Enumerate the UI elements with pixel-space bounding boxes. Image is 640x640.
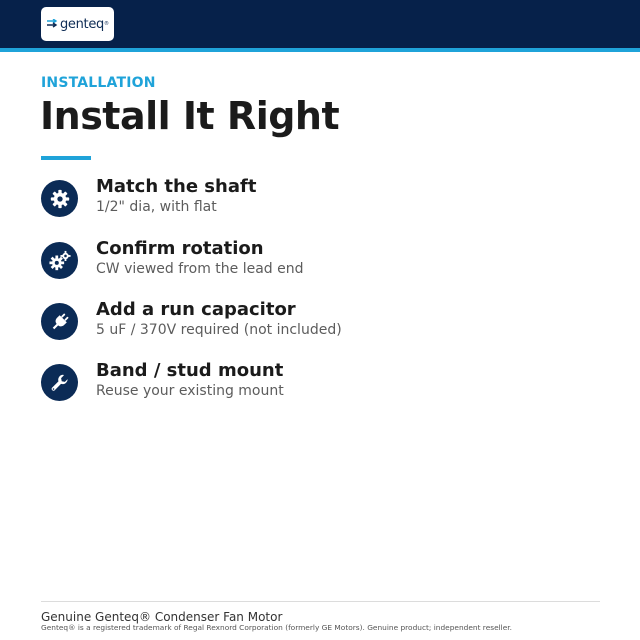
section-eyebrow: INSTALLATION bbox=[41, 75, 156, 91]
footer-title: Genuine Genteq® Condenser Fan Motor bbox=[41, 610, 283, 624]
feature-description: CW viewed from the lead end bbox=[96, 261, 304, 277]
feature-item-shaft bbox=[41, 176, 601, 218]
feature-title: Add a run capacitor bbox=[96, 299, 296, 320]
feature-title: Band / stud mount bbox=[96, 360, 284, 381]
feature-item-rotation bbox=[41, 238, 601, 280]
plug-icon bbox=[41, 303, 78, 340]
logo-registered-mark: ® bbox=[104, 21, 110, 27]
feature-description: 1/2" dia, with flat bbox=[96, 199, 217, 215]
page-title: Install It Right bbox=[40, 94, 340, 138]
gears-icon bbox=[41, 242, 78, 279]
feature-description: 5 uF / 370V required (not included) bbox=[96, 322, 342, 338]
brand-logo[interactable] bbox=[41, 7, 114, 41]
footer-disclaimer: Genteq® is a registered trademark of Regal Rexnord Corporation (formerly GE Motors). Genuine product; independent reseller. bbox=[41, 623, 512, 632]
title-underline bbox=[41, 156, 91, 160]
feature-title: Confirm rotation bbox=[96, 238, 264, 259]
wrench-icon bbox=[41, 364, 78, 401]
logo-arrows-icon bbox=[46, 19, 59, 29]
feature-item-mount bbox=[41, 360, 601, 402]
feature-description: Reuse your existing mount bbox=[96, 383, 284, 399]
feature-title: Match the shaft bbox=[96, 176, 257, 197]
gear-icon bbox=[41, 180, 78, 217]
feature-item-capacitor bbox=[41, 299, 601, 341]
logo-wordmark: genteq bbox=[59, 16, 105, 32]
header-accent-stripe bbox=[0, 48, 640, 52]
footer-divider bbox=[41, 601, 600, 602]
